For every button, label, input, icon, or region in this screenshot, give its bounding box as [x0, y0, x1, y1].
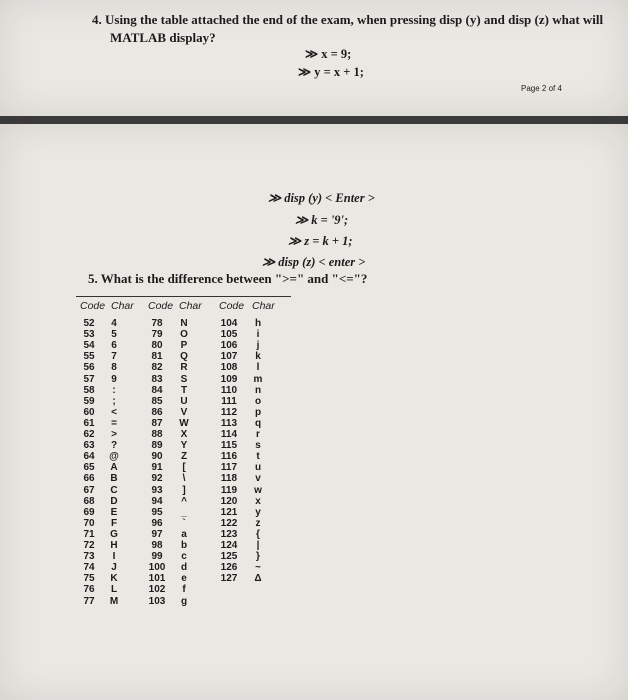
- ascii-code-cell: 69: [83, 506, 95, 518]
- ascii-code-cell: 53: [83, 329, 95, 341]
- ascii-char-cell: c: [181, 551, 187, 563]
- ascii-char-cell: <: [111, 406, 117, 418]
- ascii-char-cell: [: [182, 462, 186, 474]
- ascii-char-cell: g: [180, 595, 188, 607]
- ascii-char-cell: R: [180, 362, 188, 374]
- ascii-char-cell: 6: [111, 340, 117, 352]
- ascii-code-cell: 73: [83, 551, 95, 563]
- ascii-code-cell: 70: [83, 517, 95, 529]
- ascii-code-cell: 83: [151, 373, 163, 385]
- ascii-code-cell: 119: [220, 484, 238, 496]
- ascii-char-cell: ;: [112, 395, 116, 407]
- ascii-code-cell: 105: [220, 329, 238, 341]
- ascii-code-cell: 115: [220, 440, 238, 452]
- ascii-code-cell: 107: [220, 351, 238, 363]
- ascii-char-cell: w: [254, 484, 262, 496]
- ascii-code-cell: 75: [83, 573, 95, 585]
- header-char-2: Char: [179, 300, 202, 312]
- ascii-char-cell: N: [180, 318, 188, 329]
- exam-page-2: [0, 124, 628, 700]
- ascii-char-cell: {: [256, 528, 260, 540]
- ascii-code-cell: 64: [83, 451, 95, 463]
- ascii-code-cell: 78: [151, 318, 163, 329]
- ascii-char-cell: E: [110, 506, 118, 518]
- ascii-code-cell: 72: [83, 540, 95, 551]
- ascii-char-cell: x: [255, 495, 261, 507]
- ascii-char-cell: u: [254, 462, 262, 474]
- ascii-char-cell: J: [111, 562, 117, 574]
- ascii-char-cell: ~: [255, 562, 261, 574]
- ascii-char-cell: X: [180, 429, 188, 440]
- ascii-char-cell: 9: [111, 373, 117, 385]
- ascii-char-cell: f: [182, 584, 186, 596]
- ascii-code-cell: 57: [83, 373, 95, 385]
- ascii-code-cell: 124: [220, 540, 238, 551]
- ascii-char-cell: o: [254, 395, 262, 407]
- ascii-char-cell: _: [181, 506, 187, 518]
- ascii-char-cell: m: [253, 373, 263, 385]
- ascii-code-cell: 125: [220, 551, 238, 563]
- ascii-char-cell: e: [181, 573, 187, 585]
- ascii-code-cell: 60: [83, 406, 95, 418]
- ascii-char-cell: t: [256, 451, 260, 463]
- ascii-char-cell: W: [179, 417, 189, 429]
- ascii-char-cell: D: [110, 495, 118, 507]
- code-disp-z: ≫ disp (z) < enter >: [262, 255, 366, 269]
- ascii-code-cell: 54: [83, 340, 95, 352]
- ascii-code-cell: 82: [151, 362, 163, 374]
- ascii-code-cell: 102: [148, 584, 166, 596]
- ascii-code-cell: 100: [148, 562, 166, 574]
- ascii-code-cell: 117: [220, 462, 238, 474]
- ascii-char-cell: j: [256, 340, 260, 352]
- question-4-line2: MATLAB display?: [110, 30, 216, 45]
- ascii-code-cell: 127: [220, 573, 238, 585]
- ascii-code-cell: 79: [151, 329, 163, 341]
- question-4-line1: 4. Using the table attached the end of the exam, when pressing disp (y) and disp (z) what will: [92, 12, 604, 27]
- code-line-x: ≫ x = 9;: [305, 47, 352, 61]
- ascii-code-cell: 74: [83, 562, 95, 574]
- ascii-code-cell: 80: [151, 340, 163, 352]
- ascii-code-cell: 58: [83, 384, 95, 396]
- ascii-char-cell: :: [112, 384, 116, 396]
- ascii-char-cell: 5: [111, 329, 117, 341]
- ascii-char-cell: @: [109, 451, 119, 463]
- ascii-char-cell: \: [182, 473, 186, 485]
- ascii-code-cell: 116: [220, 451, 238, 463]
- ascii-code-cell: 88: [151, 429, 163, 440]
- ascii-code-cell: 90: [151, 451, 163, 463]
- ascii-char-cell: n: [254, 384, 262, 396]
- ascii-code-cell: 106: [220, 340, 238, 352]
- ascii-char-cell: ?: [110, 440, 118, 452]
- ascii-code-cell: 118: [220, 473, 238, 485]
- ascii-code-cell: 87: [151, 417, 163, 429]
- ascii-code-cell: 114: [220, 429, 238, 440]
- ascii-code-cell: 61: [83, 417, 95, 429]
- header-code-2: Code: [148, 300, 174, 312]
- table-top-rule: [76, 296, 291, 297]
- ascii-char-cell: r: [256, 429, 260, 440]
- ascii-code-cell: 103: [148, 595, 166, 607]
- ascii-char-cell: Z: [180, 451, 188, 463]
- ascii-char-cell: L: [110, 584, 118, 596]
- ascii-code-cell: 84: [151, 384, 163, 396]
- ascii-char-cell: Δ: [254, 573, 262, 585]
- ascii-char-cell: p: [254, 406, 262, 418]
- ascii-code-cell: 81: [151, 351, 163, 363]
- ascii-char-cell: }: [256, 551, 260, 563]
- ascii-code-cell: 111: [221, 395, 237, 407]
- ascii-char-cell: k: [255, 351, 261, 363]
- ascii-code-cell: 122: [220, 517, 238, 529]
- ascii-char-cell: C: [110, 484, 118, 496]
- ascii-code-cell: 93: [151, 484, 163, 496]
- ascii-char-cell: q: [254, 417, 262, 429]
- ascii-code-cell: 68: [83, 495, 95, 507]
- ascii-code-cell: 96: [151, 517, 163, 529]
- ascii-code-cell: 86: [151, 406, 163, 418]
- header-char-3: Char: [252, 300, 275, 312]
- ascii-code-cell: 112: [220, 406, 238, 418]
- ascii-code-cell: 123: [220, 528, 238, 540]
- ascii-code-cell: 77: [83, 595, 95, 607]
- ascii-char-cell: F: [110, 517, 118, 529]
- code-line-y: ≫ y = x + 1;: [298, 65, 364, 79]
- ascii-code-cell: 98: [151, 540, 163, 551]
- ascii-code-cell: 66: [83, 473, 95, 485]
- ascii-char-cell: 4: [111, 318, 117, 329]
- header-code-3: Code: [219, 300, 245, 312]
- ascii-char-cell: h: [254, 318, 262, 329]
- ascii-char-cell: d: [180, 562, 188, 574]
- ascii-char-cell: i: [256, 329, 260, 341]
- ascii-char-cell: U: [180, 395, 188, 407]
- ascii-char-cell: I: [112, 551, 116, 563]
- ascii-code-cell: 56: [83, 362, 95, 374]
- ascii-code-cell: 99: [151, 551, 163, 563]
- ascii-char-cell: P: [180, 340, 188, 352]
- ascii-char-cell: O: [180, 329, 188, 341]
- ascii-char-cell: ^: [181, 495, 187, 507]
- page-number: Page 2 of 4: [521, 84, 562, 93]
- ascii-char-cell: B: [110, 473, 118, 485]
- ascii-char-cell: S: [180, 373, 188, 385]
- ascii-char-cell: `: [182, 517, 186, 529]
- ascii-code-cell: 126: [220, 562, 238, 574]
- page-divider: [0, 116, 628, 124]
- ascii-code-cell: 67: [83, 484, 95, 496]
- ascii-code-cell: 108: [220, 362, 238, 374]
- ascii-char-cell: A: [110, 462, 118, 474]
- ascii-char-cell: >: [111, 429, 117, 440]
- ascii-code-cell: 120: [220, 495, 238, 507]
- header-char-1: Char: [111, 300, 134, 312]
- exam-page-1: [0, 0, 628, 116]
- ascii-char-cell: s: [255, 440, 261, 452]
- code-z-assign: ≫ z = k + 1;: [288, 234, 353, 248]
- ascii-char-cell: Q: [180, 351, 188, 363]
- ascii-char-cell: a: [181, 528, 187, 540]
- ascii-char-cell: |: [256, 540, 260, 551]
- ascii-char-cell: M: [109, 595, 119, 607]
- ascii-char-cell: y: [255, 506, 261, 518]
- ascii-code-cell: 91: [151, 462, 163, 474]
- ascii-code-cell: 89: [151, 440, 163, 452]
- ascii-char-cell: V: [180, 406, 188, 418]
- ascii-code-cell: 63: [83, 440, 95, 452]
- ascii-code-cell: 52: [83, 318, 95, 329]
- ascii-code-cell: 97: [151, 528, 163, 540]
- code-disp-y: ≫ disp (y) < Enter >: [268, 191, 375, 205]
- ascii-code-cell: 101: [148, 573, 166, 585]
- ascii-code-cell: 109: [220, 373, 238, 385]
- ascii-code-cell: 65: [83, 462, 95, 474]
- ascii-char-cell: 8: [111, 362, 117, 374]
- ascii-char-cell: l: [256, 362, 260, 374]
- ascii-char-cell: H: [110, 540, 118, 551]
- ascii-code-cell: 110: [220, 384, 238, 396]
- ascii-char-cell: =: [111, 417, 117, 429]
- ascii-code-cell: 94: [151, 495, 163, 507]
- header-code-1: Code: [80, 300, 106, 312]
- ascii-code-cell: 76: [83, 584, 95, 596]
- ascii-code-cell: 95: [151, 506, 163, 518]
- ascii-char-cell: b: [180, 540, 188, 551]
- ascii-char-cell: ]: [182, 484, 186, 496]
- ascii-code-cell: 92: [151, 473, 163, 485]
- ascii-code-cell: 113: [220, 417, 238, 429]
- ascii-code-cell: 104: [220, 318, 238, 329]
- ascii-char-cell: T: [180, 384, 188, 396]
- ascii-code-cell: 121: [220, 506, 238, 518]
- ascii-char-cell: Y: [180, 440, 188, 452]
- ascii-char-cell: v: [255, 473, 261, 485]
- question-5: 5. What is the difference between ">=" and "<="?: [88, 271, 368, 286]
- ascii-char-cell: G: [110, 528, 118, 540]
- code-k-assign: ≫ k = '9';: [295, 213, 349, 227]
- ascii-code-cell: 59: [83, 395, 95, 407]
- ascii-code-cell: 71: [83, 528, 95, 540]
- ascii-code-cell: 62: [83, 429, 95, 440]
- ascii-char-cell: 7: [111, 351, 117, 363]
- ascii-code-cell: 55: [83, 351, 95, 363]
- ascii-char-cell: z: [255, 517, 261, 529]
- ascii-char-cell: K: [110, 573, 118, 585]
- ascii-code-cell: 85: [151, 395, 163, 407]
